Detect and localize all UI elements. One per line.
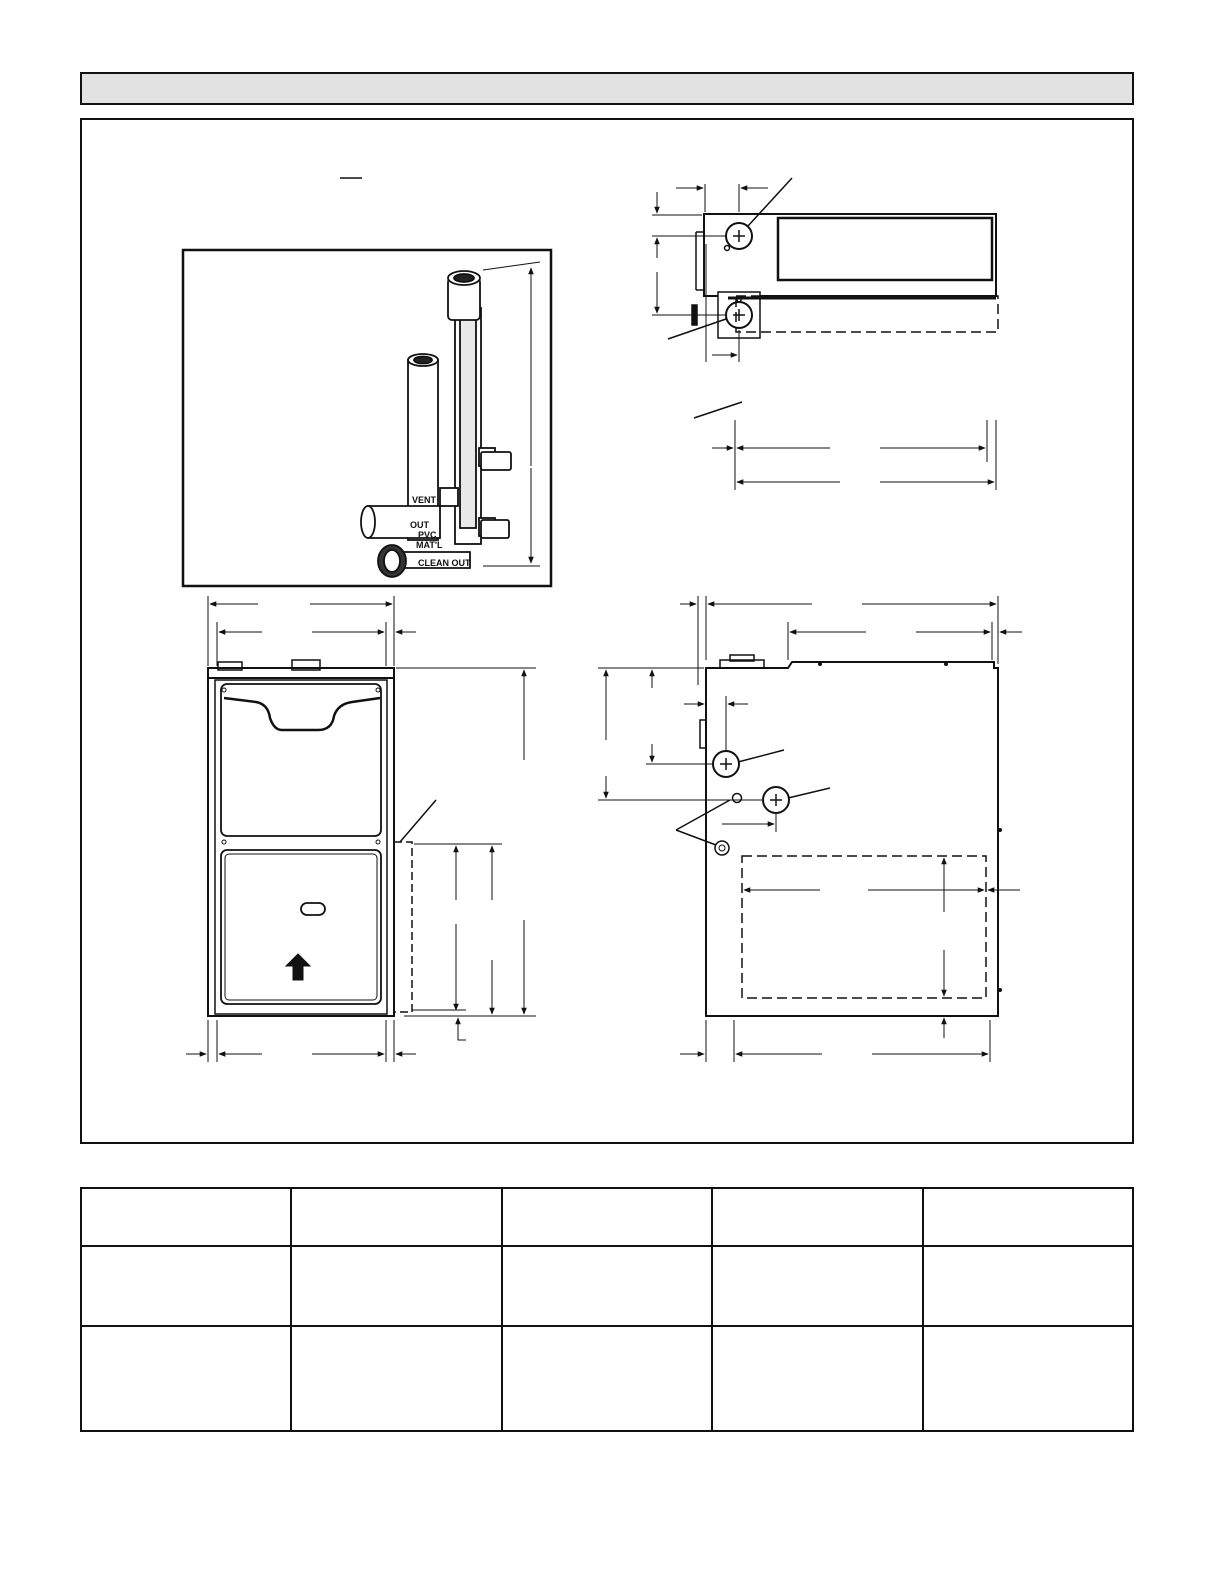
front-view-dimensions: [186, 596, 536, 1062]
table-row: [81, 1188, 1133, 1246]
clean-out-label: CLEAN OUT: [418, 558, 471, 568]
table-cell: [502, 1246, 712, 1326]
table-cell: [291, 1246, 501, 1326]
table-cell: [502, 1188, 712, 1246]
table-cell: [81, 1188, 291, 1246]
dimension-spec-table: [80, 1187, 1134, 1432]
table-row: [81, 1326, 1133, 1431]
pvc-label: PVC: [418, 530, 437, 540]
table-cell: [291, 1326, 501, 1431]
table-cell: [81, 1326, 291, 1431]
table-cell: [712, 1326, 922, 1431]
vent-label: VENT: [412, 495, 437, 505]
material-label: MAT'L: [416, 540, 443, 550]
side-view: [676, 655, 1002, 1016]
table-cell: [291, 1188, 501, 1246]
table-row: [81, 1246, 1133, 1326]
table-cell: [923, 1188, 1133, 1246]
table-cell: [502, 1326, 712, 1431]
table-cell: [923, 1326, 1133, 1431]
vent-trap-inset: [183, 250, 551, 586]
table-cell: [712, 1246, 922, 1326]
out-label: OUT: [410, 520, 429, 530]
front-view: [208, 660, 436, 1016]
table-cell: [923, 1246, 1133, 1326]
top-view: [668, 178, 998, 418]
table-cell: [81, 1246, 291, 1326]
table-cell: [712, 1188, 922, 1246]
